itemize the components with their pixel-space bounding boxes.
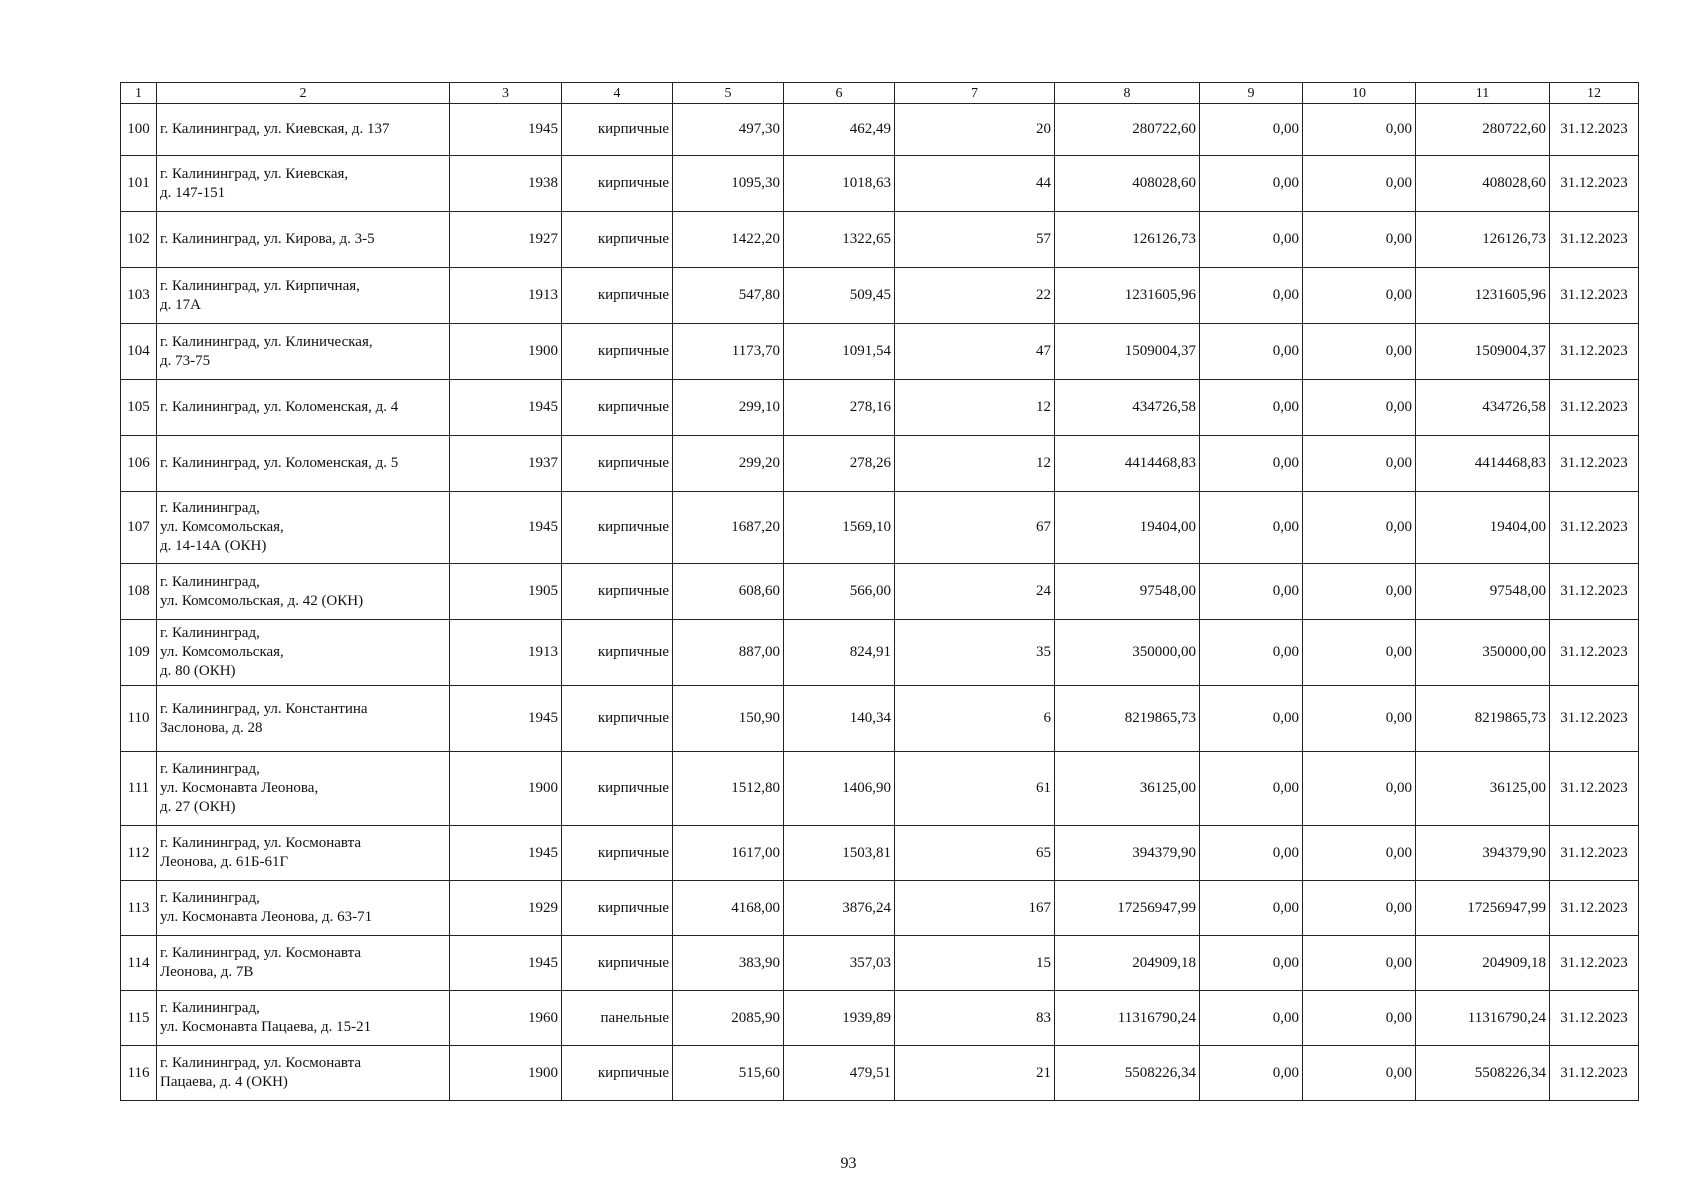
- col10-cell: 0,00: [1303, 436, 1416, 492]
- address-cell: г. Калининград, ул. Космонавта Леонова, д. 61Б-61Г: [157, 826, 450, 881]
- col9-cell: 0,00: [1200, 564, 1303, 620]
- col10-cell: 0,00: [1303, 686, 1416, 752]
- wall-material-cell: кирпичные: [562, 620, 673, 686]
- col7-cell: 67: [895, 492, 1055, 564]
- year-cell: 1945: [450, 826, 562, 881]
- col6-cell: 278,16: [784, 380, 895, 436]
- row-number-cell: 111: [121, 752, 157, 826]
- col5-cell: 1512,80: [673, 752, 784, 826]
- col6-cell: 1503,81: [784, 826, 895, 881]
- table-row: [121, 620, 1639, 686]
- row-number-cell: 115: [121, 991, 157, 1046]
- table-row: [121, 752, 1639, 826]
- row-number-cell: 101: [121, 156, 157, 212]
- col7-cell: 83: [895, 991, 1055, 1046]
- col9-cell: 0,00: [1200, 492, 1303, 564]
- col5-cell: 887,00: [673, 620, 784, 686]
- col8-cell: 36125,00: [1055, 752, 1200, 826]
- col11-cell: 4414468,83: [1416, 436, 1550, 492]
- row-number-cell: 113: [121, 881, 157, 936]
- col11-cell: 8219865,73: [1416, 686, 1550, 752]
- row-number-cell: 114: [121, 936, 157, 991]
- col10-cell: 0,00: [1303, 936, 1416, 991]
- col9-cell: 0,00: [1200, 380, 1303, 436]
- col11-cell: 394379,90: [1416, 826, 1550, 881]
- col9-cell: 0,00: [1200, 936, 1303, 991]
- table-row: [121, 564, 1639, 620]
- address-cell: г. Калининград, ул. Комсомольская, д. 14-14А (ОКН): [157, 492, 450, 564]
- col10-cell: 0,00: [1303, 1046, 1416, 1101]
- date-cell: 31.12.2023: [1550, 212, 1639, 268]
- column-header-4: 4: [562, 83, 673, 104]
- col11-cell: 19404,00: [1416, 492, 1550, 564]
- col10-cell: 0,00: [1303, 380, 1416, 436]
- col8-cell: 8219865,73: [1055, 686, 1200, 752]
- col10-cell: 0,00: [1303, 104, 1416, 156]
- date-cell: 31.12.2023: [1550, 881, 1639, 936]
- year-cell: 1960: [450, 991, 562, 1046]
- address-cell: г. Калининград, ул. Киевская, д. 137: [157, 104, 450, 156]
- col5-cell: 4168,00: [673, 881, 784, 936]
- col5-cell: 2085,90: [673, 991, 784, 1046]
- col6-cell: 1018,63: [784, 156, 895, 212]
- address-cell: г. Калининград, ул. Киевская, д. 147-151: [157, 156, 450, 212]
- col8-cell: 280722,60: [1055, 104, 1200, 156]
- wall-material-cell: кирпичные: [562, 380, 673, 436]
- col9-cell: 0,00: [1200, 104, 1303, 156]
- col11-cell: 97548,00: [1416, 564, 1550, 620]
- col8-cell: 394379,90: [1055, 826, 1200, 881]
- address-cell: г. Калининград, ул. Космонавта Пацаева, д. 15-21: [157, 991, 450, 1046]
- date-cell: 31.12.2023: [1550, 156, 1639, 212]
- col7-cell: 61: [895, 752, 1055, 826]
- col5-cell: 1173,70: [673, 324, 784, 380]
- year-cell: 1913: [450, 268, 562, 324]
- col5-cell: 299,20: [673, 436, 784, 492]
- wall-material-cell: кирпичные: [562, 1046, 673, 1101]
- col9-cell: 0,00: [1200, 156, 1303, 212]
- col5-cell: 515,60: [673, 1046, 784, 1101]
- col10-cell: 0,00: [1303, 492, 1416, 564]
- date-cell: 31.12.2023: [1550, 436, 1639, 492]
- wall-material-cell: кирпичные: [562, 268, 673, 324]
- year-cell: 1945: [450, 380, 562, 436]
- column-header-7: 7: [895, 83, 1055, 104]
- date-cell: 31.12.2023: [1550, 620, 1639, 686]
- col9-cell: 0,00: [1200, 752, 1303, 826]
- row-number-cell: 103: [121, 268, 157, 324]
- col5-cell: 608,60: [673, 564, 784, 620]
- table-row: [121, 156, 1639, 212]
- col11-cell: 36125,00: [1416, 752, 1550, 826]
- col6-cell: 1406,90: [784, 752, 895, 826]
- year-cell: 1900: [450, 1046, 562, 1101]
- date-cell: 31.12.2023: [1550, 104, 1639, 156]
- table-row: [121, 268, 1639, 324]
- wall-material-cell: кирпичные: [562, 881, 673, 936]
- col5-cell: 1687,20: [673, 492, 784, 564]
- col8-cell: 1231605,96: [1055, 268, 1200, 324]
- col7-cell: 20: [895, 104, 1055, 156]
- row-number-cell: 109: [121, 620, 157, 686]
- year-cell: 1945: [450, 936, 562, 991]
- col10-cell: 0,00: [1303, 826, 1416, 881]
- year-cell: 1945: [450, 104, 562, 156]
- date-cell: 31.12.2023: [1550, 564, 1639, 620]
- col5-cell: 1422,20: [673, 212, 784, 268]
- wall-material-cell: кирпичные: [562, 324, 673, 380]
- year-cell: 1945: [450, 686, 562, 752]
- col10-cell: 0,00: [1303, 268, 1416, 324]
- col8-cell: 204909,18: [1055, 936, 1200, 991]
- column-header-3: 3: [450, 83, 562, 104]
- col9-cell: 0,00: [1200, 436, 1303, 492]
- col11-cell: 5508226,34: [1416, 1046, 1550, 1101]
- table-row: [121, 380, 1639, 436]
- col11-cell: 11316790,24: [1416, 991, 1550, 1046]
- wall-material-cell: кирпичные: [562, 826, 673, 881]
- col6-cell: 1091,54: [784, 324, 895, 380]
- col6-cell: 357,03: [784, 936, 895, 991]
- col6-cell: 278,26: [784, 436, 895, 492]
- col5-cell: 547,80: [673, 268, 784, 324]
- column-header-8: 8: [1055, 83, 1200, 104]
- row-number-cell: 116: [121, 1046, 157, 1101]
- year-cell: 1905: [450, 564, 562, 620]
- col7-cell: 12: [895, 380, 1055, 436]
- col11-cell: 280722,60: [1416, 104, 1550, 156]
- col8-cell: 126126,73: [1055, 212, 1200, 268]
- table-row: [121, 991, 1639, 1046]
- col8-cell: 350000,00: [1055, 620, 1200, 686]
- year-cell: 1900: [450, 752, 562, 826]
- col11-cell: 204909,18: [1416, 936, 1550, 991]
- year-cell: 1927: [450, 212, 562, 268]
- housing-table: [120, 82, 1639, 1101]
- column-header-11: 11: [1416, 83, 1550, 104]
- table-row: [121, 826, 1639, 881]
- col11-cell: 408028,60: [1416, 156, 1550, 212]
- col10-cell: 0,00: [1303, 212, 1416, 268]
- wall-material-cell: кирпичные: [562, 436, 673, 492]
- year-cell: 1929: [450, 881, 562, 936]
- column-header-2: 2: [157, 83, 450, 104]
- col10-cell: 0,00: [1303, 881, 1416, 936]
- col6-cell: 566,00: [784, 564, 895, 620]
- col10-cell: 0,00: [1303, 752, 1416, 826]
- address-cell: г. Калининград, ул. Космонавта Пацаева, д. 4 (ОКН): [157, 1046, 450, 1101]
- wall-material-cell: панельные: [562, 991, 673, 1046]
- col10-cell: 0,00: [1303, 564, 1416, 620]
- col7-cell: 35: [895, 620, 1055, 686]
- row-number-cell: 110: [121, 686, 157, 752]
- col8-cell: 5508226,34: [1055, 1046, 1200, 1101]
- col11-cell: 17256947,99: [1416, 881, 1550, 936]
- address-cell: г. Калининград, ул. Константина Заслонова, д. 28: [157, 686, 450, 752]
- date-cell: 31.12.2023: [1550, 991, 1639, 1046]
- col9-cell: 0,00: [1200, 268, 1303, 324]
- col6-cell: 509,45: [784, 268, 895, 324]
- date-cell: 31.12.2023: [1550, 492, 1639, 564]
- address-cell: г. Калининград, ул. Космонавта Леонова, д. 7В: [157, 936, 450, 991]
- row-number-cell: 106: [121, 436, 157, 492]
- col10-cell: 0,00: [1303, 991, 1416, 1046]
- col5-cell: 383,90: [673, 936, 784, 991]
- row-number-cell: 104: [121, 324, 157, 380]
- col7-cell: 21: [895, 1046, 1055, 1101]
- col10-cell: 0,00: [1303, 620, 1416, 686]
- column-number-header-row: [121, 83, 1639, 104]
- column-header-6: 6: [784, 83, 895, 104]
- address-cell: г. Калининград, ул. Кирова, д. 3-5: [157, 212, 450, 268]
- col9-cell: 0,00: [1200, 991, 1303, 1046]
- col8-cell: 434726,58: [1055, 380, 1200, 436]
- row-number-cell: 102: [121, 212, 157, 268]
- col9-cell: 0,00: [1200, 1046, 1303, 1101]
- table-row: [121, 686, 1639, 752]
- col8-cell: 11316790,24: [1055, 991, 1200, 1046]
- year-cell: 1937: [450, 436, 562, 492]
- col11-cell: 434726,58: [1416, 380, 1550, 436]
- address-cell: г. Калининград, ул. Коломенская, д. 4: [157, 380, 450, 436]
- col7-cell: 22: [895, 268, 1055, 324]
- col6-cell: 3876,24: [784, 881, 895, 936]
- row-number-cell: 108: [121, 564, 157, 620]
- address-cell: г. Калининград, ул. Комсомольская, д. 80 (ОКН): [157, 620, 450, 686]
- date-cell: 31.12.2023: [1550, 268, 1639, 324]
- table-row: [121, 492, 1639, 564]
- col6-cell: 1569,10: [784, 492, 895, 564]
- date-cell: 31.12.2023: [1550, 686, 1639, 752]
- column-header-5: 5: [673, 83, 784, 104]
- column-header-10: 10: [1303, 83, 1416, 104]
- col11-cell: 126126,73: [1416, 212, 1550, 268]
- col7-cell: 47: [895, 324, 1055, 380]
- col8-cell: 19404,00: [1055, 492, 1200, 564]
- col9-cell: 0,00: [1200, 826, 1303, 881]
- date-cell: 31.12.2023: [1550, 826, 1639, 881]
- col8-cell: 408028,60: [1055, 156, 1200, 212]
- wall-material-cell: кирпичные: [562, 492, 673, 564]
- col6-cell: 479,51: [784, 1046, 895, 1101]
- address-cell: г. Калининград, ул. Клиническая, д. 73-75: [157, 324, 450, 380]
- date-cell: 31.12.2023: [1550, 936, 1639, 991]
- wall-material-cell: кирпичные: [562, 564, 673, 620]
- wall-material-cell: кирпичные: [562, 936, 673, 991]
- table-row: [121, 324, 1639, 380]
- col5-cell: 299,10: [673, 380, 784, 436]
- date-cell: 31.12.2023: [1550, 1046, 1639, 1101]
- col6-cell: 1322,65: [784, 212, 895, 268]
- col8-cell: 17256947,99: [1055, 881, 1200, 936]
- wall-material-cell: кирпичные: [562, 156, 673, 212]
- col7-cell: 57: [895, 212, 1055, 268]
- address-cell: г. Калининград, ул. Кирпичная, д. 17А: [157, 268, 450, 324]
- date-cell: 31.12.2023: [1550, 380, 1639, 436]
- page-number: 93: [840, 1155, 857, 1172]
- col6-cell: 140,34: [784, 686, 895, 752]
- table-row: [121, 104, 1639, 156]
- col9-cell: 0,00: [1200, 620, 1303, 686]
- table-row: [121, 881, 1639, 936]
- column-header-12: 12: [1550, 83, 1639, 104]
- table-row: [121, 1046, 1639, 1101]
- col11-cell: 1231605,96: [1416, 268, 1550, 324]
- col9-cell: 0,00: [1200, 881, 1303, 936]
- row-number-cell: 100: [121, 104, 157, 156]
- wall-material-cell: кирпичные: [562, 686, 673, 752]
- col5-cell: 497,30: [673, 104, 784, 156]
- table-row: [121, 436, 1639, 492]
- wall-material-cell: кирпичные: [562, 752, 673, 826]
- col5-cell: 1617,00: [673, 826, 784, 881]
- col5-cell: 1095,30: [673, 156, 784, 212]
- col7-cell: 44: [895, 156, 1055, 212]
- col11-cell: 350000,00: [1416, 620, 1550, 686]
- col8-cell: 4414468,83: [1055, 436, 1200, 492]
- year-cell: 1938: [450, 156, 562, 212]
- col7-cell: 65: [895, 826, 1055, 881]
- row-number-cell: 112: [121, 826, 157, 881]
- column-header-1: 1: [121, 83, 157, 104]
- col6-cell: 1939,89: [784, 991, 895, 1046]
- table-row: [121, 936, 1639, 991]
- address-cell: г. Калининград, ул. Комсомольская, д. 42 (ОКН): [157, 564, 450, 620]
- col11-cell: 1509004,37: [1416, 324, 1550, 380]
- col7-cell: 6: [895, 686, 1055, 752]
- col8-cell: 1509004,37: [1055, 324, 1200, 380]
- col10-cell: 0,00: [1303, 324, 1416, 380]
- table-row: [121, 212, 1639, 268]
- col9-cell: 0,00: [1200, 686, 1303, 752]
- year-cell: 1913: [450, 620, 562, 686]
- date-cell: 31.12.2023: [1550, 752, 1639, 826]
- col7-cell: 167: [895, 881, 1055, 936]
- column-header-9: 9: [1200, 83, 1303, 104]
- col9-cell: 0,00: [1200, 324, 1303, 380]
- address-cell: г. Калининград, ул. Космонавта Леонова, д. 63-71: [157, 881, 450, 936]
- row-number-cell: 105: [121, 380, 157, 436]
- col9-cell: 0,00: [1200, 212, 1303, 268]
- row-number-cell: 107: [121, 492, 157, 564]
- year-cell: 1900: [450, 324, 562, 380]
- col7-cell: 12: [895, 436, 1055, 492]
- address-cell: г. Калининград, ул. Космонавта Леонова, д. 27 (ОКН): [157, 752, 450, 826]
- col8-cell: 97548,00: [1055, 564, 1200, 620]
- address-cell: г. Калининград, ул. Коломенская, д. 5: [157, 436, 450, 492]
- year-cell: 1945: [450, 492, 562, 564]
- wall-material-cell: кирпичные: [562, 104, 673, 156]
- col10-cell: 0,00: [1303, 156, 1416, 212]
- date-cell: 31.12.2023: [1550, 324, 1639, 380]
- col7-cell: 15: [895, 936, 1055, 991]
- wall-material-cell: кирпичные: [562, 212, 673, 268]
- col7-cell: 24: [895, 564, 1055, 620]
- col5-cell: 150,90: [673, 686, 784, 752]
- col6-cell: 462,49: [784, 104, 895, 156]
- col6-cell: 824,91: [784, 620, 895, 686]
